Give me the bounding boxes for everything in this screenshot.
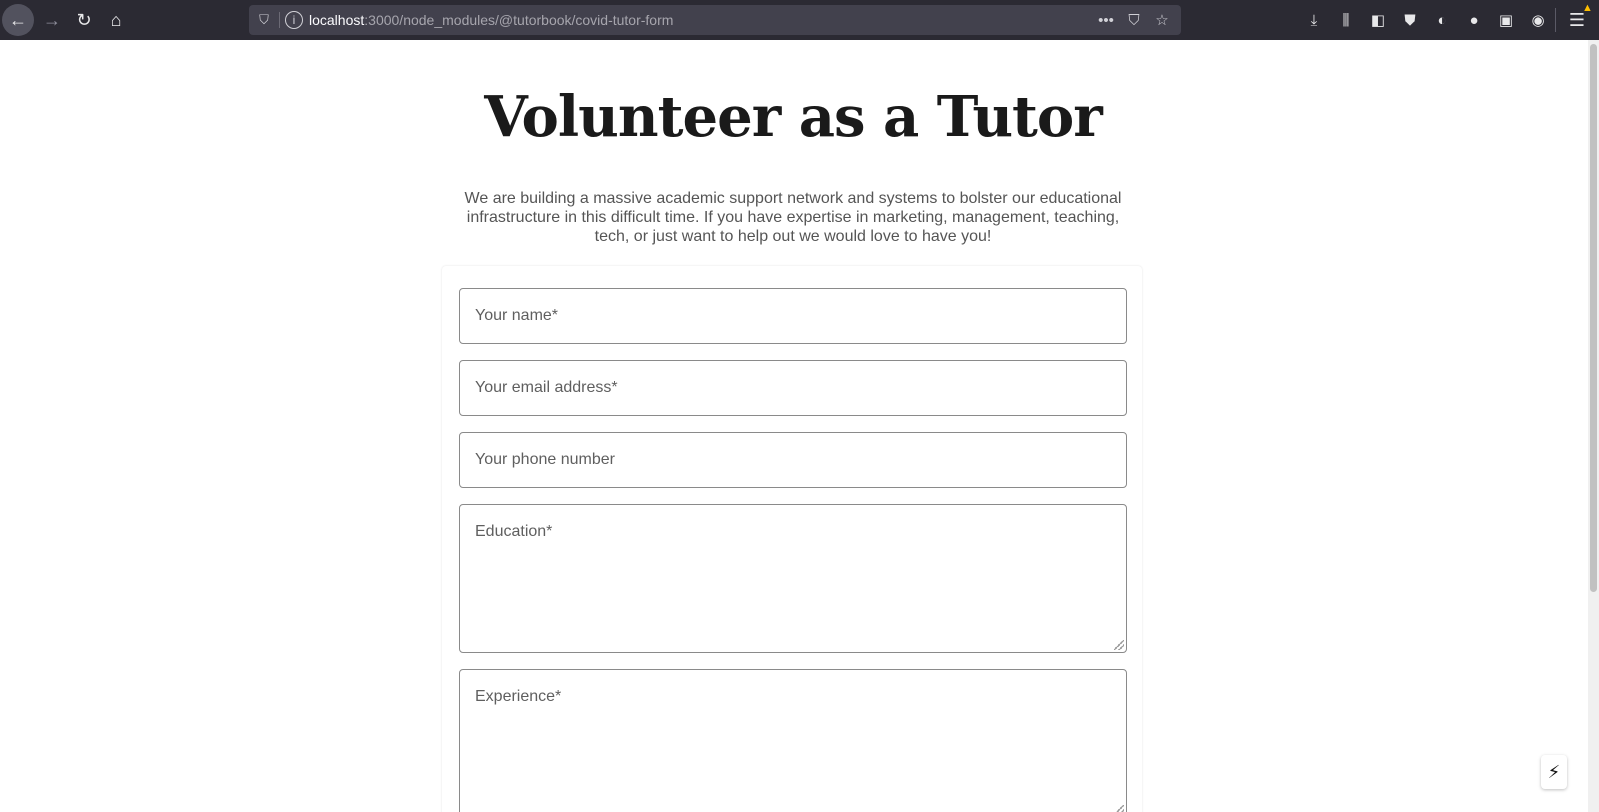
extension-blue-icon[interactable]: ◉ xyxy=(1531,12,1545,29)
reload-icon[interactable]: ↻ xyxy=(76,10,92,30)
browser-toolbar xyxy=(0,0,1599,40)
email-input[interactable] xyxy=(459,360,1127,416)
page-title: Volunteer as a Tutor xyxy=(484,84,1102,150)
forward-arrow-icon[interactable]: → xyxy=(43,10,61,30)
extension-shield-icon[interactable]: ⛊ xyxy=(1404,11,1416,29)
extension-privacy-icon[interactable]: ◐ xyxy=(1437,11,1447,29)
site-info-icon[interactable]: i xyxy=(285,11,303,29)
page-scrollbar[interactable] xyxy=(1588,40,1599,812)
downloads-icon[interactable]: ⤓ xyxy=(1310,11,1318,29)
extension-red-icon[interactable]: ▣ xyxy=(1498,12,1514,29)
resize-handle-icon[interactable] xyxy=(1114,805,1124,812)
url-separator xyxy=(279,12,280,28)
phone-label: Your phone number xyxy=(475,451,615,468)
back-arrow-icon[interactable]: ← xyxy=(2,4,34,36)
url-bar[interactable] xyxy=(249,5,1181,35)
pocket-icon[interactable]: ⛉ xyxy=(1128,11,1140,29)
name-label: Your name* xyxy=(475,307,559,324)
hamburger-menu-icon[interactable]: ☰ xyxy=(1568,9,1586,30)
extension-ball-icon[interactable]: ● xyxy=(1469,11,1479,29)
name-input[interactable] xyxy=(459,288,1127,344)
phone-input[interactable] xyxy=(459,432,1127,488)
home-icon[interactable]: ⌂ xyxy=(110,10,122,30)
toolbar-separator xyxy=(1555,8,1556,32)
toolbar-right-icons xyxy=(1300,4,1552,36)
library-icon[interactable]: ⫼ xyxy=(1342,11,1350,29)
url-actions xyxy=(1095,9,1173,31)
page-content xyxy=(0,40,1586,812)
experience-label: Experience* xyxy=(475,688,562,705)
resize-handle-icon[interactable] xyxy=(1114,640,1124,650)
page-actions-icon[interactable]: ••• xyxy=(1098,11,1114,29)
experience-textarea[interactable] xyxy=(459,669,1127,812)
scrollbar-thumb[interactable] xyxy=(1590,44,1597,592)
update-warning-icon: ▲ xyxy=(1582,2,1593,14)
education-textarea[interactable] xyxy=(459,504,1127,653)
url-host: localhost xyxy=(309,12,365,28)
email-label: Your email address* xyxy=(475,379,618,396)
url-path: :3000/node_modules/@tutorbook/covid-tutor-form xyxy=(364,12,674,28)
tracking-shield-icon[interactable]: ⛉ xyxy=(259,12,269,27)
education-label: Education* xyxy=(475,523,553,540)
url-text[interactable] xyxy=(309,12,673,28)
sidebar-icon[interactable]: ◧ xyxy=(1370,12,1386,29)
lightning-icon[interactable]: ⚡ xyxy=(1541,755,1567,789)
page-description: We are building a massive academic support network and systems to bolster our educational infrastructure in this difficult time. If you have expertise in marketing, management, teaching, tech, or just want to help out we would love to have you! xyxy=(464,190,1122,245)
bookmark-star-icon[interactable]: ☆ xyxy=(1155,12,1169,29)
